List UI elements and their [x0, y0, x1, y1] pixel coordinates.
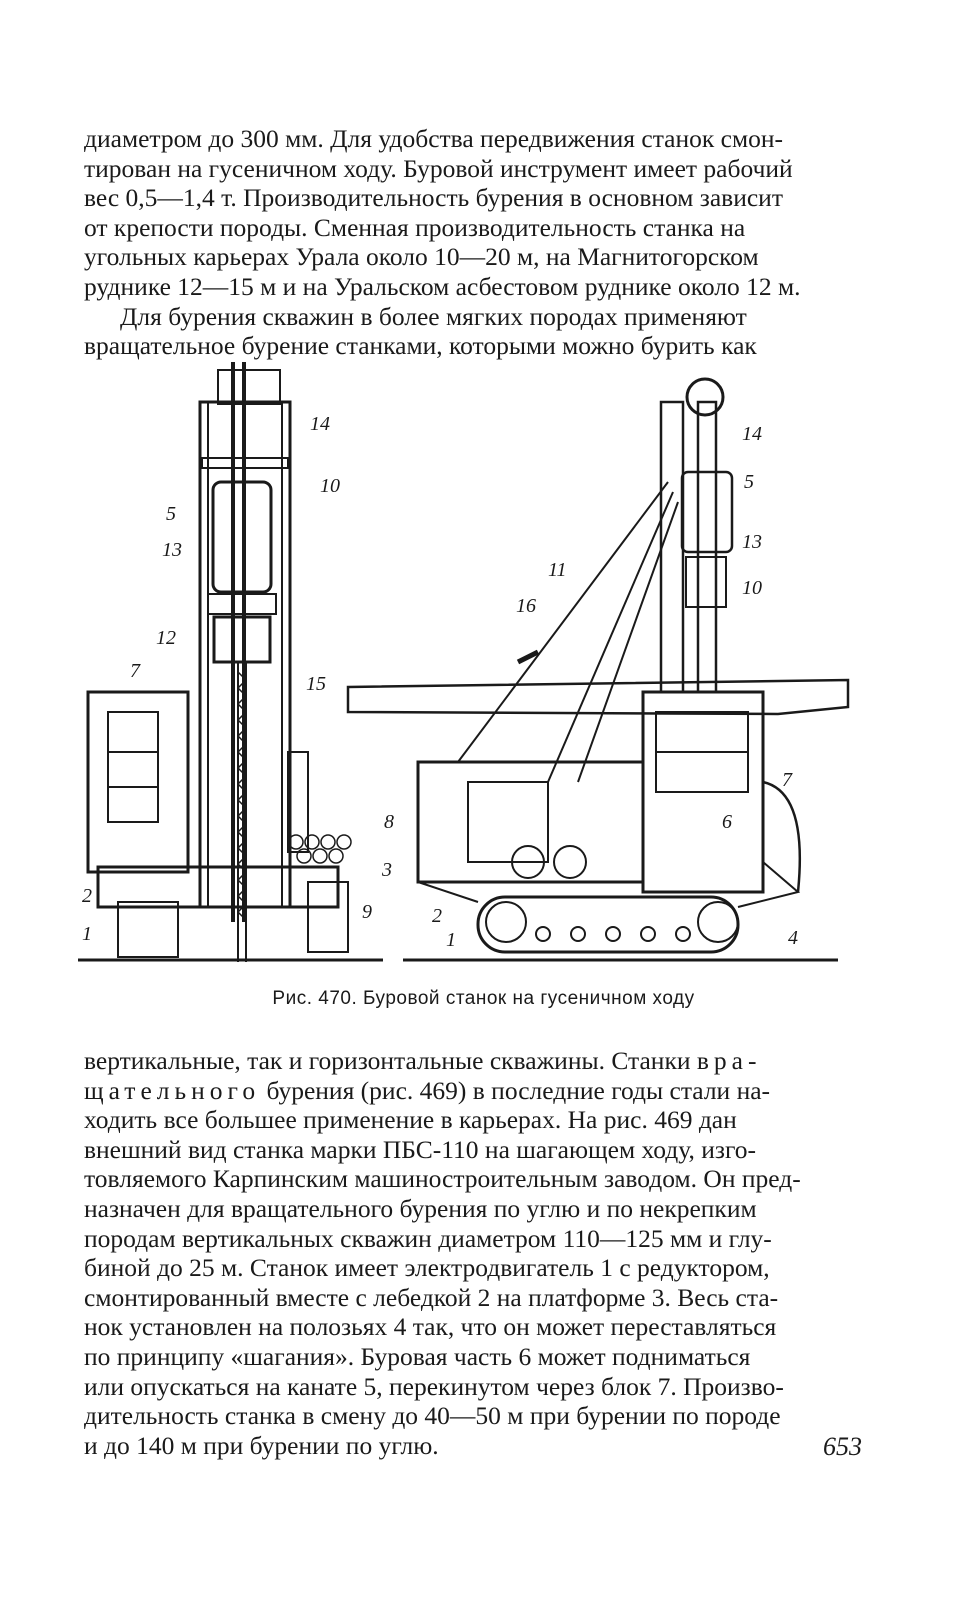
spaced-word: щательного: [84, 1075, 261, 1105]
text-line: вращательное бурение станками, которыми можно бурить как: [84, 331, 757, 361]
label-right-4: 4: [788, 927, 798, 949]
text-line: внешний вид станка марки ПБС-110 на шагающем ходу, изго-: [84, 1134, 757, 1164]
label-left-13: 13: [162, 539, 182, 561]
label-left-14: 14: [310, 413, 330, 435]
drilling-rig-figure: [78, 362, 863, 970]
spaced-word: вра-: [696, 1046, 762, 1075]
text-line: породам вертикальных скважин диаметром 110—125 мм и глу-: [84, 1223, 772, 1253]
front-view-drawing: [78, 362, 383, 962]
label-right-3: 3: [382, 859, 392, 881]
label-right-2: 2: [432, 905, 442, 927]
text-line: от крепости породы. Сменная производительность станка на: [84, 212, 746, 242]
text-line: нок установлен на полозьях 4 так, что он может переставляться: [84, 1312, 777, 1342]
text-line: дительность станка в смену до 40—50 м при бурении по породе: [84, 1401, 781, 1431]
label-right-10: 10: [742, 577, 762, 599]
text-run: бурения (рис. 469) в последние годы стали на-: [260, 1075, 771, 1105]
text-line: руднике 12—15 м и на Уральском асбестовом руднике около 12 м.: [84, 271, 801, 301]
text-line: диаметром до 300 мм. Для удобства передвижения станок смон-: [84, 124, 783, 153]
label-left-7: 7: [130, 660, 140, 682]
label-right-5: 5: [744, 471, 754, 493]
text-line: тирован на гусеничном ходу. Буровой инструмент имеет рабочий: [84, 153, 793, 183]
label-left-15: 15: [306, 673, 326, 695]
page-number: 653: [823, 1432, 862, 1461]
label-left-1: 1: [82, 923, 92, 945]
text-line: угольных карьерах Урала около 10—20 м, на Магнитогорском: [84, 242, 759, 272]
figure-caption: Рис. 470. Буровой станок на гусеничном ходу: [272, 988, 695, 1009]
text-run: вертикальные, так и горизонтальные скважины. Станки: [84, 1046, 697, 1075]
label-right-8: 8: [384, 811, 394, 833]
label-right-14: 14: [742, 423, 762, 445]
label-right-6: 6: [722, 811, 732, 833]
text-line: или опускаться на канате 5, перекинутом через блок 7. Произво-: [84, 1371, 784, 1401]
paragraph-1: [84, 124, 862, 361]
label-right-13: 13: [742, 531, 762, 553]
text-line: вес 0,5—1,4 т. Производительность бурения в основном зависит: [84, 183, 783, 213]
paragraph-3: [84, 1046, 862, 1460]
label-left-2: 2: [82, 885, 92, 907]
label-right-11: 11: [548, 559, 567, 581]
label-right-16: 16: [516, 595, 536, 617]
side-view-drawing: [348, 379, 848, 960]
text-line: по принципу «шагания». Буровая часть 6 может подниматься: [84, 1341, 751, 1371]
text-line: смонтированный вместе с лебедкой 2 на платформе 3. Весь ста-: [84, 1282, 779, 1312]
text-line: ходить все большее применение в карьерах. На рис. 469 дан: [84, 1105, 737, 1135]
text-line: товляемого Карпинским машиностроительным заводом. Он пред-: [84, 1164, 801, 1194]
text-line: биной до 25 м. Станок имеет электродвигатель 1 с редуктором,: [84, 1253, 770, 1283]
label-right-1: 1: [446, 929, 456, 951]
text-line: [84, 1076, 862, 1106]
label-left-10: 10: [320, 475, 340, 497]
text-line: Для бурения скважин в более мягких породах применяют: [120, 301, 747, 331]
label-right-7: 7: [782, 769, 792, 791]
text-line: и до 140 м при бурении по углю.: [84, 1430, 439, 1460]
label-left-9: 9: [362, 901, 372, 923]
label-left-5: 5: [166, 503, 176, 525]
text-line: [84, 1046, 862, 1076]
label-left-12: 12: [156, 627, 176, 649]
text-line: назначен для вращательного бурения по углю и по некрепким: [84, 1193, 757, 1223]
